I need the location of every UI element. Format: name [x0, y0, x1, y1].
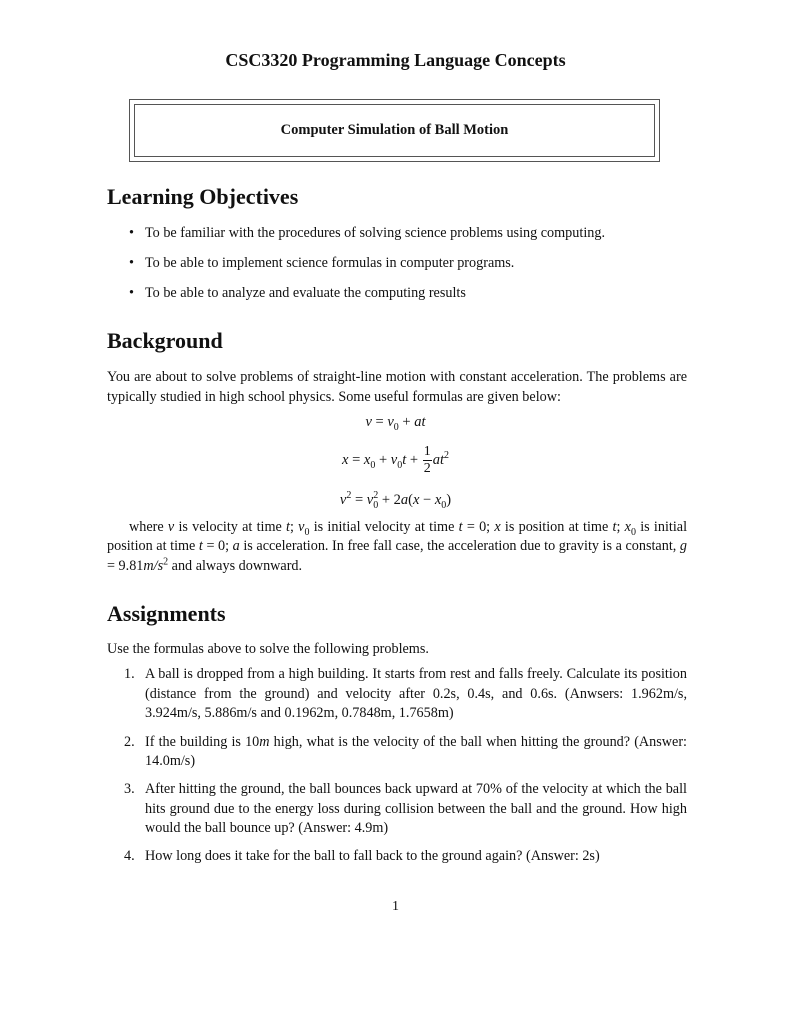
- equation-velocity: [0, 412, 791, 432]
- assignments-intro: Use the formulas above to solve the following problems.: [107, 640, 429, 657]
- math-variable: t: [402, 452, 407, 469]
- text-run: After hitting the ground, the ball bounces back upward at 70% of the velocity at which the ball hits ground due to the energy loss during collision between the ball and the ground. How high would the ball bounce up? (Answer: 4.9m): [145, 781, 687, 837]
- objectives-list: [107, 224, 687, 314]
- text-run: +: [375, 452, 391, 469]
- text-run: is acceleration. In free fall case, the acceleration due to gravity is a constant,: [239, 538, 680, 555]
- text-run: A ball is dropped from a high building. It starts from rest and falls freely. Calculate its position (distance from the ground) and velocity after 0.2s, 0.4s, and 0.6s. (Anwsers: 1.962m/s, 3.924m/s, 5.886m/s and 0.1962m, 0.7848m, 1.7658m): [145, 666, 687, 722]
- objective-item: [107, 254, 687, 284]
- math-variable: a: [232, 538, 240, 555]
- math-variable: v: [387, 414, 394, 431]
- text-run: high, what is the velocity of the ball when hitting the ground? (Answer: 14.0m/s): [145, 733, 687, 770]
- background-heading: Background: [107, 328, 223, 353]
- item-text: [145, 848, 600, 864]
- bullet-icon: •: [129, 285, 134, 301]
- text-run: +: [398, 414, 415, 431]
- text-run: + 2: [378, 492, 401, 509]
- background-intro: You are about to solve problems of straight-line motion with constant acceleration. The problems are typically studied in high school physics. Some useful formulas are given below:: [107, 369, 687, 405]
- superscript: 2: [443, 450, 449, 462]
- item-number: 1.: [124, 666, 135, 683]
- item-number: 2.: [124, 733, 135, 750]
- math-variable: x: [412, 492, 420, 509]
- math-variable: t: [198, 538, 203, 555]
- equation-position: [0, 444, 791, 477]
- text-run: and always downward.: [168, 558, 303, 575]
- item-text: [145, 734, 687, 770]
- assignment-item: [107, 733, 687, 772]
- text-run: where: [129, 518, 168, 535]
- text-run: How long does it take for the ball to fall back to the ground again? (Answer: 2s): [145, 848, 600, 865]
- subscript: 0: [393, 422, 399, 434]
- text-run: ): [446, 492, 452, 509]
- item-text: [145, 666, 687, 721]
- subscript: 0: [304, 526, 310, 538]
- script: 2: [373, 489, 379, 501]
- objective-item: [107, 224, 687, 254]
- math-variable: m/s: [143, 558, 164, 575]
- fraction: [423, 444, 432, 477]
- fraction-denominator: 2: [423, 461, 431, 477]
- objective-text: To be able to implement science formulas in computer programs.: [145, 255, 515, 271]
- math-variable: x: [363, 452, 371, 469]
- objectives-heading: Learning Objectives: [107, 184, 299, 209]
- math-variable: a: [400, 492, 409, 509]
- math-variable: t: [458, 518, 463, 535]
- text-run: =: [351, 492, 367, 509]
- background-explanation: [107, 518, 687, 577]
- item-number: 3.: [124, 781, 135, 798]
- assignments-heading: Assignments: [107, 600, 226, 626]
- text-run: =: [371, 414, 388, 431]
- equation-position-lhs: [342, 452, 422, 471]
- math-variable: v: [167, 518, 175, 535]
- assignment-item: [107, 780, 687, 839]
- math-variable: at: [414, 414, 426, 431]
- bullet-icon: •: [129, 225, 134, 241]
- text-run: −: [419, 492, 435, 509]
- text-run: is initial velocity at time: [309, 518, 459, 535]
- subscript: 0: [370, 459, 376, 471]
- text-run: is velocity at time: [174, 518, 287, 535]
- math-variable: t: [286, 518, 290, 535]
- subscript: 0: [630, 526, 636, 538]
- superscript: 2: [163, 556, 169, 568]
- math-variable: v: [339, 492, 347, 509]
- text-run: ;: [616, 518, 625, 535]
- item-number: 4.: [124, 848, 135, 865]
- objective-text: To be able to analyze and evaluate the computing results: [145, 285, 466, 301]
- math-variable: m: [259, 733, 270, 750]
- text-run: +: [406, 452, 422, 469]
- text-run: =: [348, 452, 364, 469]
- script: 0: [373, 499, 379, 511]
- bullet-icon: •: [129, 255, 134, 271]
- subscript: 0: [441, 500, 447, 512]
- math-variable: v: [390, 452, 398, 469]
- fraction-numerator: 1: [423, 444, 431, 460]
- math-variable: x: [494, 518, 501, 535]
- math-variable: g: [679, 538, 687, 555]
- text-run: is position at time: [500, 518, 613, 535]
- math-variable: x: [434, 492, 442, 509]
- objective-text: To be familiar with the procedures of solving science problems using computing.: [145, 225, 605, 241]
- assignment-item: [107, 665, 687, 724]
- page-number: 1: [392, 899, 399, 915]
- text-run: is initial position at time: [107, 518, 688, 555]
- title-box: [129, 99, 660, 162]
- text-run: = 0;: [202, 538, 233, 555]
- math-variable: x: [342, 452, 349, 469]
- equation-position-rhs: [433, 452, 449, 468]
- text-run: = 0;: [462, 518, 495, 535]
- text-run: = 9.81: [107, 558, 144, 575]
- assignment-item: [107, 847, 687, 867]
- subscript: 0: [397, 459, 403, 471]
- math-variable: v: [298, 518, 305, 535]
- text-run: If the building is 10: [145, 733, 260, 750]
- course-title: CSC3320 Programming Language Concepts: [225, 50, 566, 70]
- math-variable: at: [432, 452, 444, 469]
- equation-velocity-squared: [0, 490, 791, 511]
- superscript: 2: [346, 490, 352, 502]
- assignment-title: Computer Simulation of Ball Motion: [134, 104, 655, 157]
- text-run: ;: [289, 518, 299, 535]
- item-text: [145, 781, 687, 836]
- math-variable: v: [366, 492, 374, 509]
- text-run: (: [408, 492, 413, 509]
- math-variable: x: [624, 518, 631, 535]
- math-variable: t: [612, 518, 617, 535]
- objective-item: [107, 284, 687, 314]
- math-variable: v: [365, 414, 372, 431]
- assignments-list: [107, 665, 687, 867]
